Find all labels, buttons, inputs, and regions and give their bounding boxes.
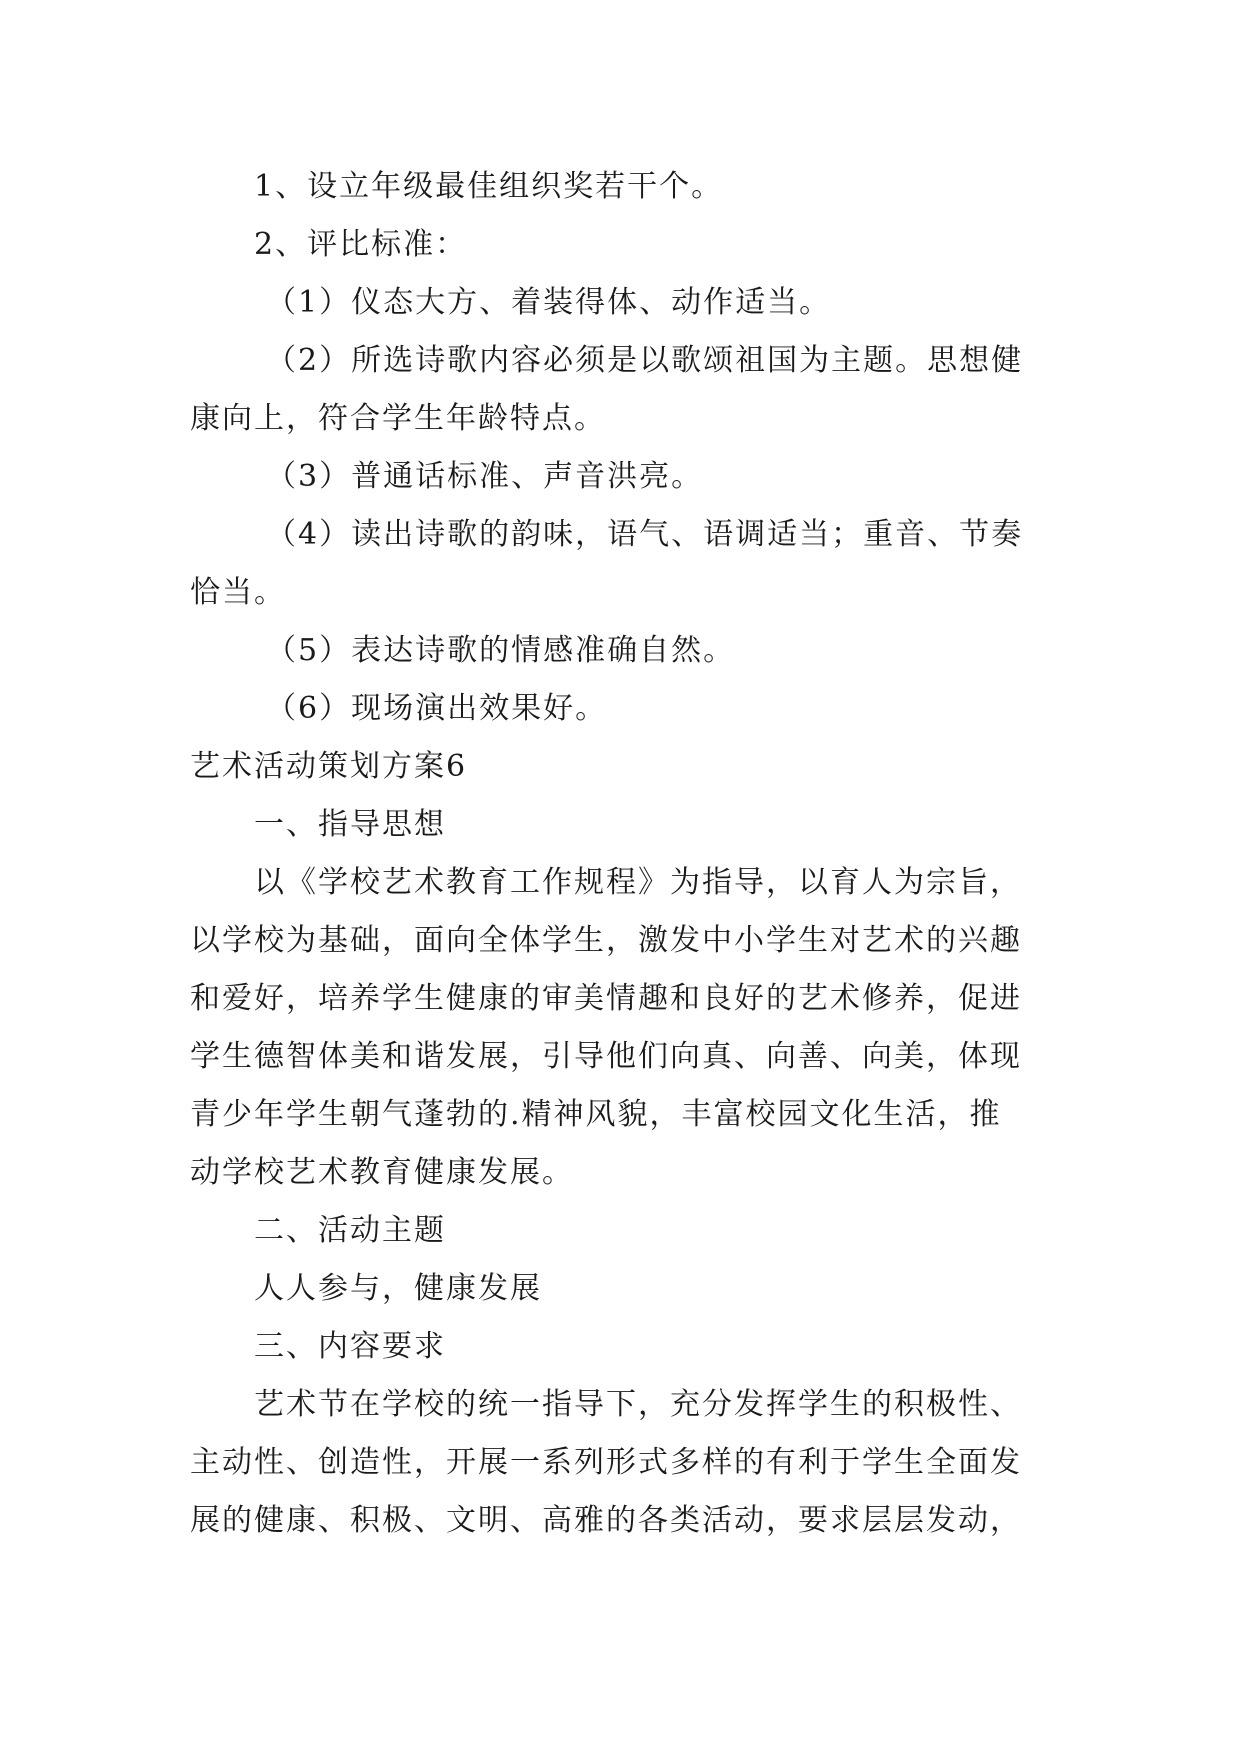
paragraph-line: （3）普通话标准、声音洪亮。 [266, 459, 704, 494]
paragraph-line: 康向上，符合学生年龄特点。 [190, 401, 606, 436]
paragraph-line: 学生德智体美和谐发展，引导他们向真、向善、向美，体现 [190, 1039, 1022, 1074]
paragraph-line: 恰当。 [190, 575, 286, 610]
paragraph-line: （6）现场演出效果好。 [266, 691, 608, 726]
paragraph-line: （5）表达诗歌的情感准确自然。 [266, 633, 736, 668]
paragraph-line: （2）所选诗歌内容必须是以歌颂祖国为主题。思想健 [266, 343, 1024, 378]
paragraph-line: 以学校为基础，面向全体学生，激发中小学生对艺术的兴趣 [190, 923, 1022, 958]
paragraph-line: 人人参与，健康发展 [254, 1271, 542, 1306]
section-heading: 艺术活动策划方案6 [190, 749, 468, 784]
paragraph-line: 2、评比标准： [254, 227, 468, 262]
paragraph-line: 1、设立年级最佳组织奖若干个。 [254, 169, 724, 204]
paragraph-line: （1）仪态大方、着装得体、动作适当。 [266, 285, 832, 320]
subheading: 二、活动主题 [254, 1213, 446, 1248]
subheading: 一、指导思想 [254, 807, 446, 842]
paragraph-line: 展的健康、积极、文明、高雅的各类活动，要求层层发动， [190, 1503, 1022, 1538]
paragraph-line: 以《学校艺术教育工作规程》为指导，以育人为宗旨， [254, 865, 1022, 900]
document-body [190, 158, 1070, 1550]
paragraph-line: 艺术节在学校的统一指导下，充分发挥学生的积极性、 [254, 1387, 1022, 1422]
subheading: 三、内容要求 [254, 1329, 446, 1364]
paragraph-line: 和爱好，培养学生健康的审美情趣和良好的艺术修养，促进 [190, 981, 1022, 1016]
paragraph-line: （4）读出诗歌的韵味，语气、语调适当；重音、节奏 [266, 517, 1024, 552]
paragraph-line: 主动性、创造性，开展一系列形式多样的有利于学生全面发 [190, 1445, 1022, 1480]
paragraph-line: 青少年学生朝气蓬勃的.精神风貌，丰富校园文化生活，推 [190, 1097, 1002, 1132]
paragraph-line: 动学校艺术教育健康发展。 [190, 1155, 574, 1190]
